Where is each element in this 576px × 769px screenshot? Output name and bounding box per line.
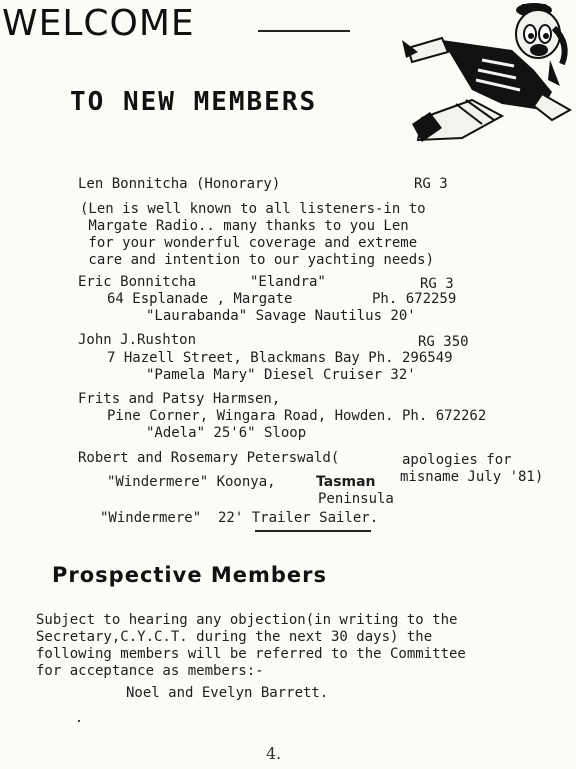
welcome-heading: WELCOME bbox=[2, 3, 195, 44]
member-eric-address: 64 Esplanade , Margate bbox=[107, 291, 293, 307]
member-len-note-4: care and intention to our yachting needs) bbox=[80, 252, 435, 268]
member-john-boat: "Pamela Mary" Diesel Cruiser 32' bbox=[146, 367, 416, 383]
member-john-address: 7 Hazell Street, Blackmans Bay Ph. 296549 bbox=[107, 350, 453, 366]
member-eric-nick: "Elandra" bbox=[250, 274, 326, 290]
prospective-body-4: for acceptance as members:- bbox=[36, 663, 264, 679]
member-len-note-1: (Len is well known to all listeners-in to bbox=[80, 201, 426, 217]
member-john-name: John J.Rushton bbox=[78, 332, 197, 348]
member-robert-line1: "Windermere" Koonya, bbox=[107, 474, 276, 490]
prospective-body-3: following members will be referred to the Committee bbox=[36, 646, 466, 662]
member-frits-boat: "Adela" 25'6" Sloop bbox=[146, 425, 307, 441]
prospective-body-2: Secretary,C.Y.C.T. during the next 30 days) the bbox=[36, 629, 433, 645]
member-len-name: Len Bonnitcha (Honorary) bbox=[78, 176, 281, 192]
stray-dot bbox=[78, 720, 80, 722]
member-robert-boat: "Windermere" 22' Trailer Sailer. bbox=[100, 510, 379, 526]
page-number: 4. bbox=[266, 744, 282, 763]
header-rule bbox=[258, 30, 350, 32]
prospective-member-name: Noel and Evelyn Barrett. bbox=[126, 685, 329, 701]
section-rule bbox=[255, 530, 371, 532]
to-new-members-heading: TO NEW MEMBERS bbox=[70, 87, 318, 117]
member-len-note-2: Margate Radio.. many thanks to you Len bbox=[80, 218, 409, 234]
member-robert-name: Robert and Rosemary Peterswald( bbox=[78, 450, 340, 466]
member-john-reg: RG 350 bbox=[418, 334, 469, 350]
member-robert-apology-2: misname July '81) bbox=[400, 469, 544, 485]
member-eric-reg: RG 3 bbox=[420, 276, 454, 292]
member-len-reg: RG 3 bbox=[414, 176, 448, 192]
member-robert-apology-1: apologies for bbox=[402, 452, 512, 468]
cartoon-sailor-mascot-icon bbox=[402, 0, 574, 150]
member-frits-address: Pine Corner, Wingara Road, Howden. Ph. 672262 bbox=[107, 408, 487, 424]
prospective-body-1: Subject to hearing any objection(in writing to the bbox=[36, 612, 458, 628]
member-len-note-3: for your wonderful coverage and extreme bbox=[80, 235, 418, 251]
prospective-members-heading: Prospective Members bbox=[52, 563, 328, 587]
member-eric-name: Eric Bonnitcha bbox=[78, 274, 197, 290]
member-robert-peninsula: Peninsula bbox=[318, 491, 394, 507]
member-frits-name: Frits and Patsy Harmsen, bbox=[78, 391, 281, 407]
member-robert-tasman: Tasman bbox=[316, 474, 376, 490]
member-eric-boat: "Laurabanda" Savage Nautilus 20' bbox=[146, 308, 416, 324]
member-eric-phone: Ph. 672259 bbox=[372, 291, 457, 307]
